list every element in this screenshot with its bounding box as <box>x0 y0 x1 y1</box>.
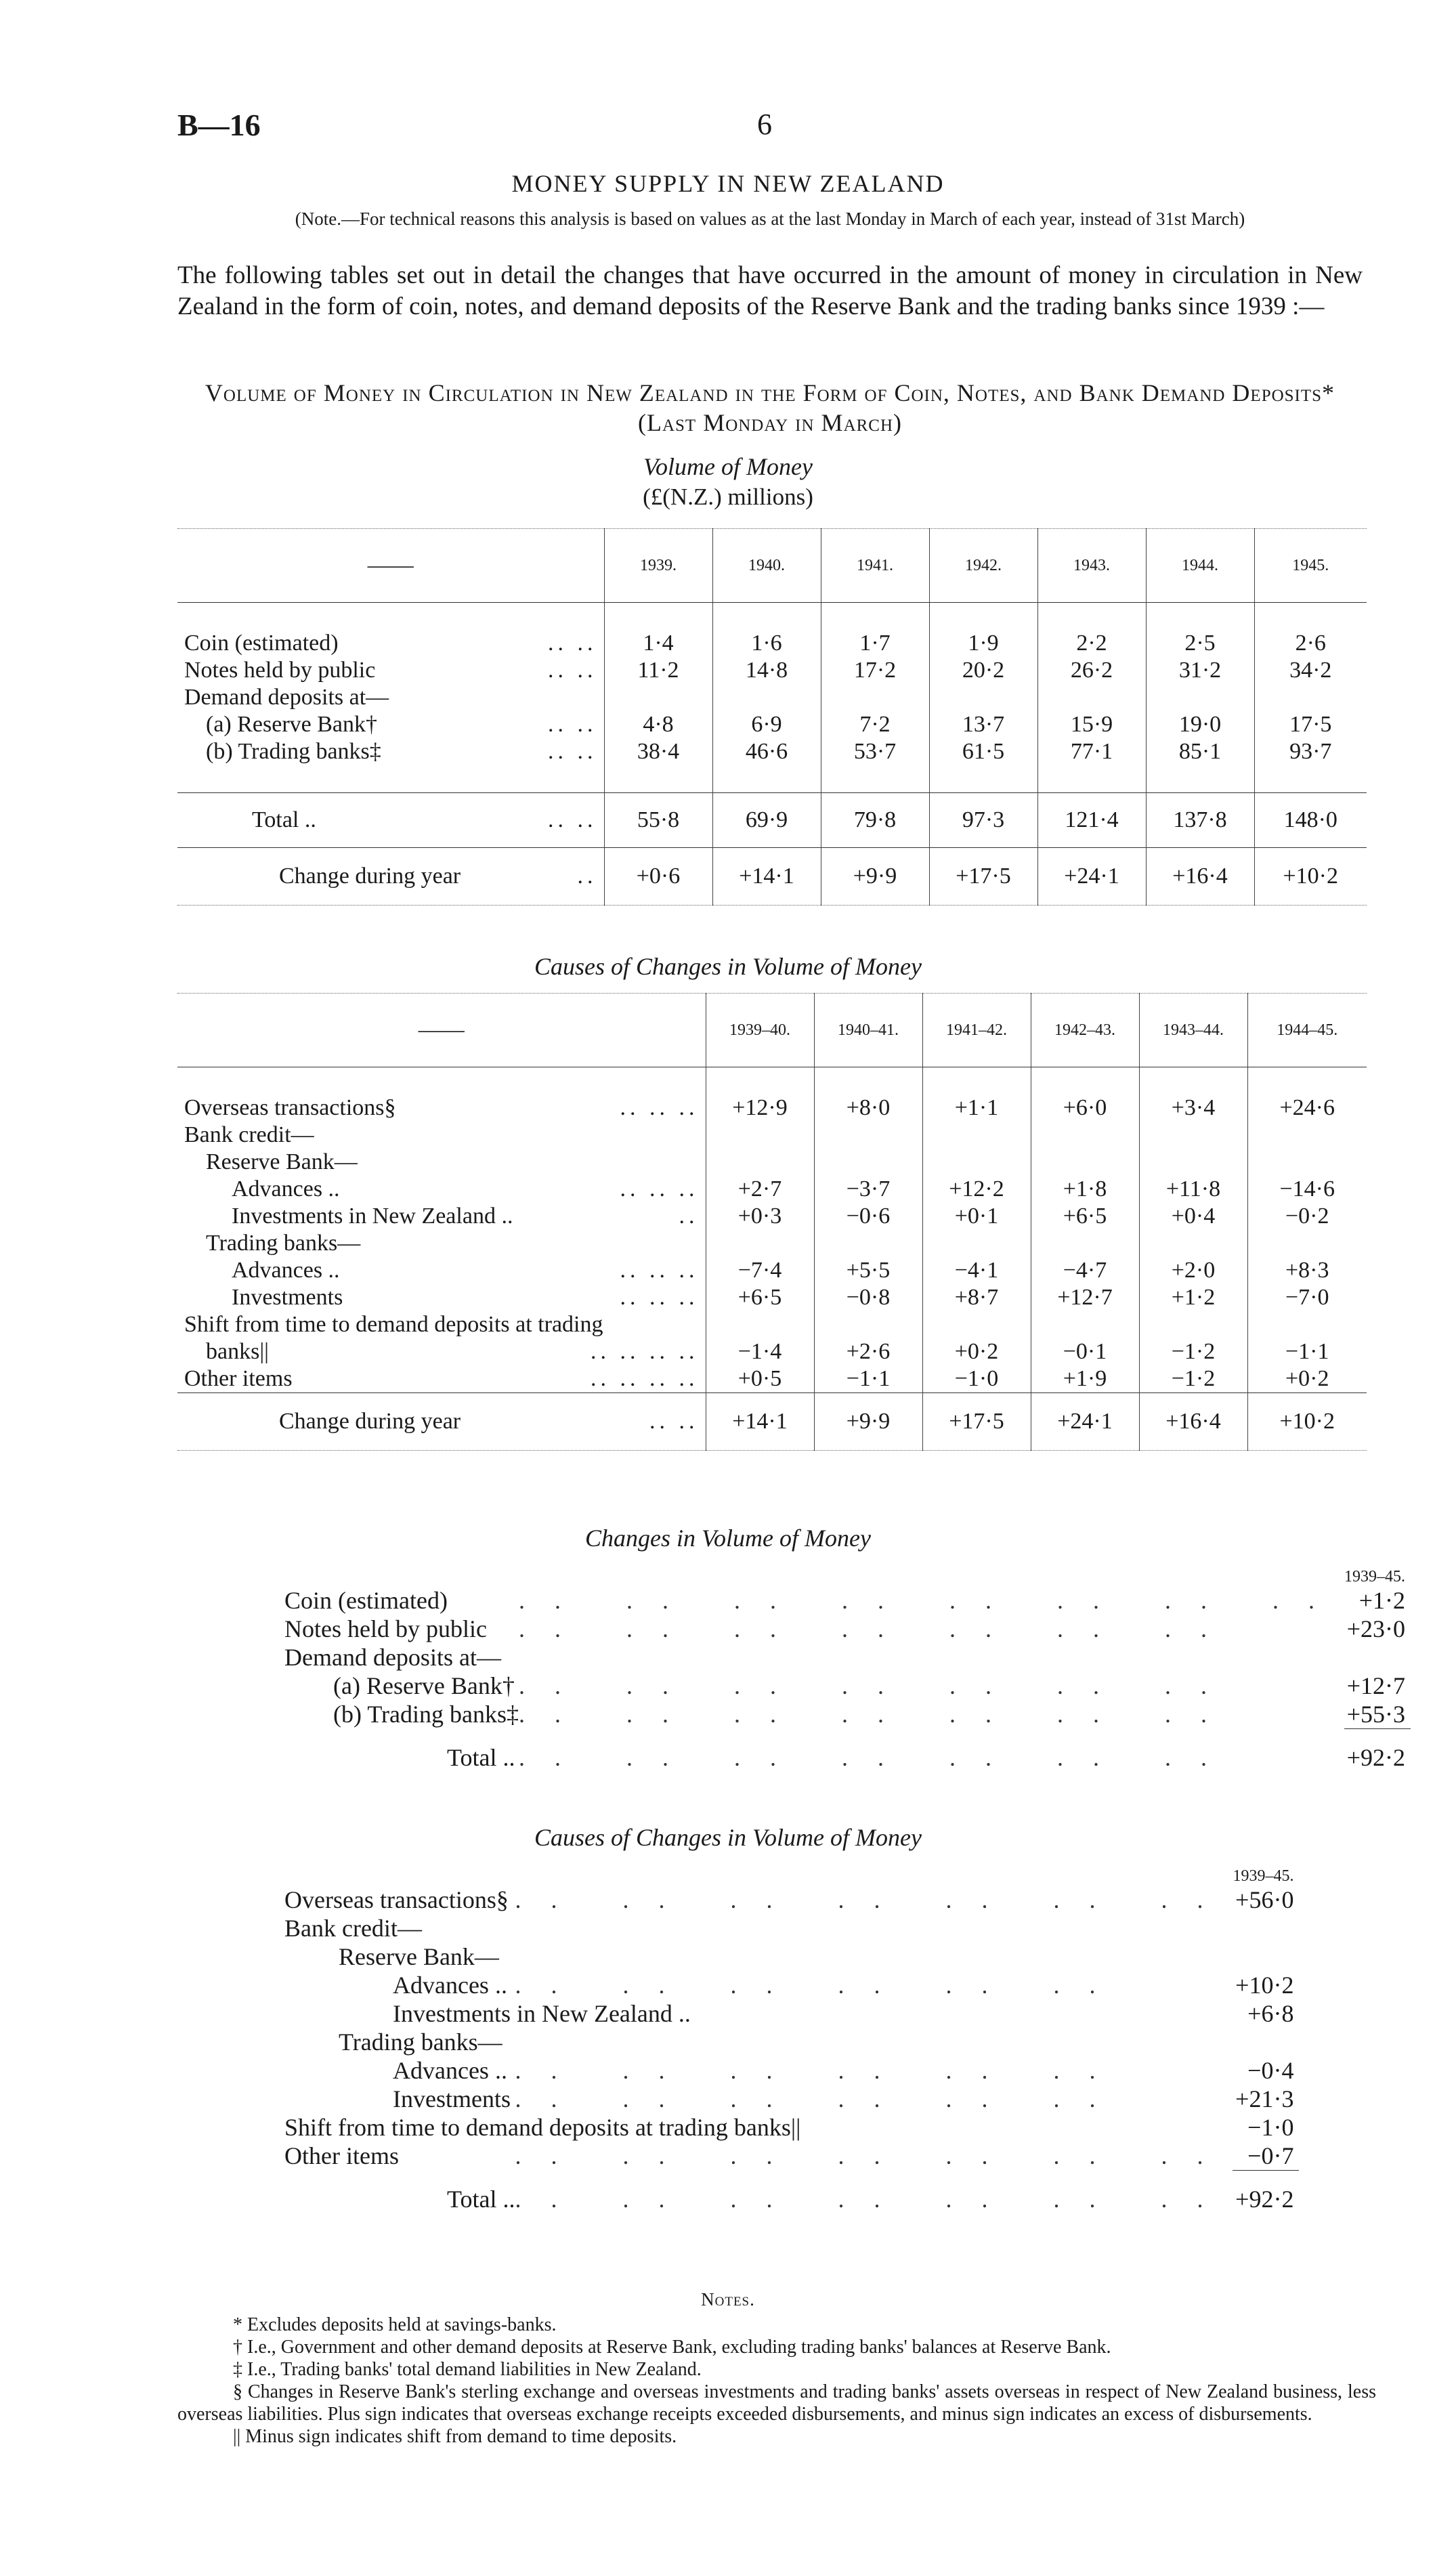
summary-value: −0·4 <box>1247 2057 1294 2084</box>
table1-blank-header: —— <box>177 529 604 603</box>
volume-of-money-table <box>177 528 1367 906</box>
table-cell: 53·7 <box>821 738 929 765</box>
table-cell: +6·0 <box>1031 1094 1139 1122</box>
table-cell: +1·1 <box>922 1094 1031 1122</box>
table-cell: 148·0 <box>1254 793 1367 848</box>
row-label: Total .. <box>447 2185 515 2213</box>
table-cell: −14·6 <box>1247 1176 1367 1203</box>
row-label: (b) Trading banks‡ <box>206 739 381 764</box>
table-cell: 1·9 <box>929 630 1037 657</box>
row-label: Shift from time to demand deposits at trading banks|| <box>284 2114 801 2141</box>
table2-period-header: 1941–42. <box>922 994 1031 1067</box>
table-cell: −0·2 <box>1247 1203 1367 1230</box>
table-cell: +0·1 <box>922 1203 1031 1230</box>
notes-heading: Notes. <box>701 2289 755 2310</box>
table-cell: +17·5 <box>929 848 1037 906</box>
table1-unit: (£(N.Z.) millions) <box>643 484 813 510</box>
table1-year-header: 1939. <box>604 529 712 603</box>
table-cell: +0·6 <box>604 848 712 906</box>
table-cell: 61·5 <box>929 738 1037 765</box>
table-cell: +17·5 <box>922 1393 1031 1451</box>
total-row: Total .. .. .. .. .. .. .. .. +92·2 <box>284 2171 1299 2228</box>
table-cell: 38·4 <box>604 738 712 765</box>
table-cell: +16·4 <box>1146 848 1254 906</box>
table-cell: +10·2 <box>1247 1393 1367 1451</box>
table2-subtitle: Causes of Changes in Volume of Money <box>534 953 922 980</box>
summary-row <box>284 1999 1299 2028</box>
table-cell: 79·8 <box>821 793 929 848</box>
technical-note: (Note.—For technical reasons this analysis is based on values as at the last Monday in March of each year, instead of 31st March) <box>295 209 1245 229</box>
summary-row <box>284 1942 1299 1971</box>
table-cell: 97·3 <box>929 793 1037 848</box>
table-row: Investments in New Zealand .. .. +0·3 −0·6 +0·1 +6·5 +0·4 −0·2 <box>177 1203 1367 1230</box>
summary-value: +92·2 <box>1233 2171 1299 2228</box>
table-cell: −1·0 <box>922 1365 1031 1393</box>
table-cell: +2·6 <box>814 1338 922 1365</box>
table2-period-header: 1939–40. <box>706 994 814 1067</box>
causes-of-changes-table <box>177 993 1367 1451</box>
table2-period-header: 1944–45. <box>1247 994 1367 1067</box>
table-row <box>177 1149 1367 1176</box>
footnote: § Changes in Reserve Bank's sterling exchange and overseas investments and trading banks' assets overseas in respect of New Zealand business, less overseas liabilities. Plus sign indicates that overseas exchange receipts exceeded disbursements, and minus sign indicates an excess of disbursements. <box>177 2381 1376 2425</box>
table-row: Coin (estimated) .. .. 1·4 1·6 1·7 1·9 2·2 2·5 2·6 <box>177 630 1367 657</box>
table1-heading: Volume of Money in Circulation in New Zealand in the Form of Coin, Notes, and Bank Demand Deposits* (Last Monday in March) <box>205 379 1335 436</box>
table2-period-header: 1943–44. <box>1139 994 1247 1067</box>
row-label: Trading banks— <box>206 1231 361 1256</box>
table-cell: +8·3 <box>1247 1257 1367 1284</box>
summary-row <box>284 1914 1299 1942</box>
footnote: || Minus sign indicates shift from demand to time deposits. <box>233 2426 677 2447</box>
table-cell: +2·0 <box>1139 1257 1247 1284</box>
summary-value: +10·2 <box>1235 1972 1294 1999</box>
row-label: (a) Reserve Bank† <box>206 712 378 737</box>
row-label: Overseas transactions§ <box>284 1886 509 1913</box>
changes-summary-table <box>284 1558 1411 1786</box>
table-cell: +10·2 <box>1254 848 1367 906</box>
table-cell: −1·2 <box>1139 1338 1247 1365</box>
total-row: Total .. .. .. .. .. .. .. .. +92·2 <box>284 1729 1411 1787</box>
table-cell: +8·7 <box>922 1284 1031 1311</box>
table-cell: +1·8 <box>1031 1176 1139 1203</box>
table-cell: +12·9 <box>706 1094 814 1122</box>
table-cell: 14·8 <box>712 657 821 684</box>
table-row: Other items .. .. .. .. +0·5 −1·1 −1·0 +1·9 −1·2 +0·2 <box>177 1365 1367 1393</box>
summary-row: Investments .. .. .. .. .. .. +21·3 <box>284 2085 1299 2113</box>
period-header: 1939–45. <box>1233 1867 1294 1885</box>
row-label: Advances .. <box>393 2057 507 2084</box>
footnote: † I.e., Government and other demand deposits at Reserve Bank, excluding trading banks' balances at Reserve Bank. <box>233 2337 1111 2358</box>
summary-value: +6·8 <box>1247 2000 1294 2027</box>
table-cell: 69·9 <box>712 793 821 848</box>
footnote: ‡ I.e., Trading banks' total demand liabilities in New Zealand. <box>233 2359 702 2380</box>
row-label: Other items <box>284 2142 399 2170</box>
page-title: MONEY SUPPLY IN NEW ZEALAND <box>511 170 945 197</box>
row-label: Investments <box>393 2085 511 2112</box>
table-cell: +14·1 <box>706 1393 814 1451</box>
table-cell: −0·6 <box>814 1203 922 1230</box>
table-cell: +6·5 <box>1031 1203 1139 1230</box>
row-label: Total .. <box>447 1743 515 1771</box>
summary-value: +55·3 <box>1346 1701 1406 1728</box>
table-row <box>177 684 1367 711</box>
table-cell: −1·4 <box>706 1338 814 1365</box>
summary-value: +12·7 <box>1346 1672 1406 1699</box>
table-cell: +24·1 <box>1037 848 1146 906</box>
row-label: (a) Reserve Bank† <box>333 1672 515 1699</box>
table-cell: +16·4 <box>1139 1393 1247 1451</box>
row-label: Advances .. <box>232 1258 340 1283</box>
summary-row: Advances .. .. .. .. .. .. .. −0·4 <box>284 2056 1299 2085</box>
summary-value: +1·2 <box>1358 1587 1406 1614</box>
row-label: Notes held by public <box>284 1615 487 1642</box>
summary-value: +21·3 <box>1235 2085 1294 2112</box>
table-cell: +0·2 <box>922 1338 1031 1365</box>
table-row: Advances .. .. .. .. −7·4 +5·5 −4·1 −4·7 +2·0 +8·3 <box>177 1257 1367 1284</box>
row-label: Demand deposits at— <box>284 1644 501 1671</box>
table-cell: 1·4 <box>604 630 712 657</box>
table-row <box>177 1230 1367 1257</box>
row-label: Investments in New Zealand .. <box>393 2000 691 2027</box>
change-row: Change during year .. .. +14·1 +9·9 +17·5 +24·1 +16·4 +10·2 <box>177 1393 1367 1451</box>
table-cell: −7·0 <box>1247 1284 1367 1311</box>
period-header: 1939–45. <box>1344 1568 1406 1586</box>
row-label: Trading banks— <box>339 2028 502 2056</box>
summary-row: Other items .. .. .. .. .. .. .. −0·7 <box>284 2142 1299 2171</box>
table-cell: 7·2 <box>821 711 929 738</box>
table-cell: +24·1 <box>1031 1393 1139 1451</box>
table1-year-header: 1940. <box>712 529 821 603</box>
table2-blank-header: —— <box>177 994 706 1067</box>
table-cell: 20·2 <box>929 657 1037 684</box>
table-cell: 2·5 <box>1146 630 1254 657</box>
change-row: Change during year .. +0·6 +14·1 +9·9 +17·5 +24·1 +16·4 +10·2 <box>177 848 1367 906</box>
row-label: banks|| <box>206 1339 269 1364</box>
table2-period-header: 1942–43. <box>1031 994 1139 1067</box>
table-cell: 1·6 <box>712 630 821 657</box>
row-label: Reserve Bank— <box>339 1943 499 1970</box>
table-cell: 4·8 <box>604 711 712 738</box>
table-cell: 17·5 <box>1254 711 1367 738</box>
row-label: Bank credit— <box>284 1915 422 1942</box>
table-cell: +0·2 <box>1247 1365 1367 1393</box>
table-cell: 34·2 <box>1254 657 1367 684</box>
table1-year-header: 1942. <box>929 529 1037 603</box>
table-row: (a) Reserve Bank† .. .. 4·8 6·9 7·2 13·7 15·9 19·0 17·5 <box>177 711 1367 738</box>
table-cell: +8·0 <box>814 1094 922 1122</box>
row-label: Reserve Bank— <box>206 1149 358 1174</box>
row-label: Investments <box>232 1285 343 1310</box>
table-cell: −4·1 <box>922 1257 1031 1284</box>
table1-year-header: 1941. <box>821 529 929 603</box>
row-label: Advances .. <box>232 1176 340 1201</box>
row-label: (b) Trading banks‡ <box>333 1701 519 1728</box>
summary-row: Advances .. .. .. .. .. .. .. +10·2 <box>284 1971 1299 1999</box>
table-cell: 31·2 <box>1146 657 1254 684</box>
summary-row <box>284 1643 1411 1672</box>
table-cell: +9·9 <box>821 848 929 906</box>
summary2-subtitle: Causes of Changes in Volume of Money <box>534 1824 922 1851</box>
table-cell: +0·5 <box>706 1365 814 1393</box>
table-cell: −3·7 <box>814 1176 922 1203</box>
table-cell: +0·4 <box>1139 1203 1247 1230</box>
causes-summary-table <box>284 1857 1299 2228</box>
table-cell: −4·7 <box>1031 1257 1139 1284</box>
table-cell: +24·6 <box>1247 1094 1367 1122</box>
summary-value: +23·0 <box>1346 1615 1406 1642</box>
footnote: * Excludes deposits held at savings-banks. <box>233 2314 557 2335</box>
summary-row <box>284 2113 1299 2142</box>
summary-row: Coin (estimated) .. .. .. .. .. .. .. .. +1·2 <box>284 1586 1411 1615</box>
table-cell: +1·2 <box>1139 1284 1247 1311</box>
table-cell: −0·8 <box>814 1284 922 1311</box>
table-cell: +5·5 <box>814 1257 922 1284</box>
table-cell: −0·1 <box>1031 1338 1139 1365</box>
table-cell: 137·8 <box>1146 793 1254 848</box>
row-label: Change during year <box>279 864 461 889</box>
row-label: Investments in New Zealand .. <box>232 1204 513 1229</box>
summary-value: +92·2 <box>1344 1729 1411 1787</box>
page-number: 6 <box>757 108 772 141</box>
table-cell: −7·4 <box>706 1257 814 1284</box>
table-row: Notes held by public .. .. 11·2 14·8 17·2 20·2 26·2 31·2 34·2 <box>177 657 1367 684</box>
table-cell: 93·7 <box>1254 738 1367 765</box>
row-label: Other items <box>184 1366 293 1391</box>
table-cell: +6·5 <box>706 1284 814 1311</box>
table-cell: 55·8 <box>604 793 712 848</box>
table-cell: +11·8 <box>1139 1176 1247 1203</box>
table-row <box>177 1122 1367 1149</box>
document-code: B—16 <box>177 108 261 142</box>
table-cell: 15·9 <box>1037 711 1146 738</box>
summary-row <box>284 2028 1299 2056</box>
summary-value: −0·7 <box>1247 2142 1294 2169</box>
table-cell: +2·7 <box>706 1176 814 1203</box>
table-cell: 85·1 <box>1146 738 1254 765</box>
table-cell: 13·7 <box>929 711 1037 738</box>
table-cell: +9·9 <box>814 1393 922 1451</box>
table-cell: 77·1 <box>1037 738 1146 765</box>
row-label: Shift from time to demand deposits at trading <box>184 1312 603 1337</box>
table-cell: 19·0 <box>1146 711 1254 738</box>
row-label: Change during year <box>279 1409 461 1434</box>
row-label: Notes held by public <box>184 658 376 683</box>
table1-year-header: 1944. <box>1146 529 1254 603</box>
table-row: Overseas transactions§ .. .. .. +12·9 +8·0 +1·1 +6·0 +3·4 +24·6 <box>177 1094 1367 1122</box>
table-cell: +1·9 <box>1031 1365 1139 1393</box>
summary-row: (b) Trading banks‡ .. .. .. .. .. .. .. +55·3 <box>284 1700 1411 1729</box>
row-label: Total .. <box>252 807 316 832</box>
summary-value: +56·0 <box>1235 1886 1294 1913</box>
row-label: Overseas transactions§ <box>184 1095 396 1120</box>
table-row: Advances .. .. .. .. +2·7 −3·7 +12·2 +1·8 +11·8 −14·6 <box>177 1176 1367 1203</box>
table-cell: +0·3 <box>706 1203 814 1230</box>
table-cell: −1·2 <box>1139 1365 1247 1393</box>
table-cell: 2·2 <box>1037 630 1146 657</box>
table-cell: +12·2 <box>922 1176 1031 1203</box>
table-cell: 11·2 <box>604 657 712 684</box>
notes-section <box>177 2314 1376 2448</box>
table2-period-header: 1940–41. <box>814 994 922 1067</box>
summary-row: Overseas transactions§ .. .. .. .. .. .. .. +56·0 <box>284 1886 1299 1914</box>
table-cell: +14·1 <box>712 848 821 906</box>
table-cell: 6·9 <box>712 711 821 738</box>
table-cell: 46·6 <box>712 738 821 765</box>
table-cell: +12·7 <box>1031 1284 1139 1311</box>
row-label: Bank credit— <box>184 1122 314 1147</box>
table-cell: 2·6 <box>1254 630 1367 657</box>
table-cell: +3·4 <box>1139 1094 1247 1122</box>
table1-year-header: 1943. <box>1037 529 1146 603</box>
table-cell: −1·1 <box>814 1365 922 1393</box>
intro-paragraph: The following tables set out in detail the changes that have occurred in the amount of money in circulation in New Zealand in the form of coin, notes, and demand deposits of the Reserve Bank and the trading banks since 1939 :— <box>177 261 1363 320</box>
summary-row: Notes held by public .. .. .. .. .. .. .. +23·0 <box>284 1615 1411 1643</box>
summary-value: −1·0 <box>1247 2114 1294 2141</box>
summary-row: (a) Reserve Bank† .. .. .. .. .. .. .. +12·7 <box>284 1672 1411 1700</box>
table-cell: −1·1 <box>1247 1338 1367 1365</box>
summary1-subtitle: Changes in Volume of Money <box>585 1525 871 1552</box>
table-cell: 1·7 <box>821 630 929 657</box>
table1-year-header: 1945. <box>1254 529 1367 603</box>
table-row <box>177 1311 1367 1338</box>
row-label: Coin (estimated) <box>184 631 339 656</box>
row-label: Demand deposits at— <box>184 685 389 710</box>
table-row: Investments .. .. .. +6·5 −0·8 +8·7 +12·7 +1·2 −7·0 <box>177 1284 1367 1311</box>
table-cell: 121·4 <box>1037 793 1146 848</box>
table-row: (b) Trading banks‡ .. .. 38·4 46·6 53·7 61·5 77·1 85·1 93·7 <box>177 738 1367 765</box>
row-label: Advances .. <box>393 1972 507 1999</box>
row-label: Coin (estimated) <box>284 1587 448 1614</box>
table1-subtitle: Volume of Money <box>643 453 813 480</box>
table-row: banks|| .. .. .. .. −1·4 +2·6 +0·2 −0·1 −1·2 −1·1 <box>177 1338 1367 1365</box>
table-cell: 17·2 <box>821 657 929 684</box>
total-row: Total .. .. .. 55·8 69·9 79·8 97·3 121·4 137·8 148·0 <box>177 793 1367 848</box>
table-cell: 26·2 <box>1037 657 1146 684</box>
